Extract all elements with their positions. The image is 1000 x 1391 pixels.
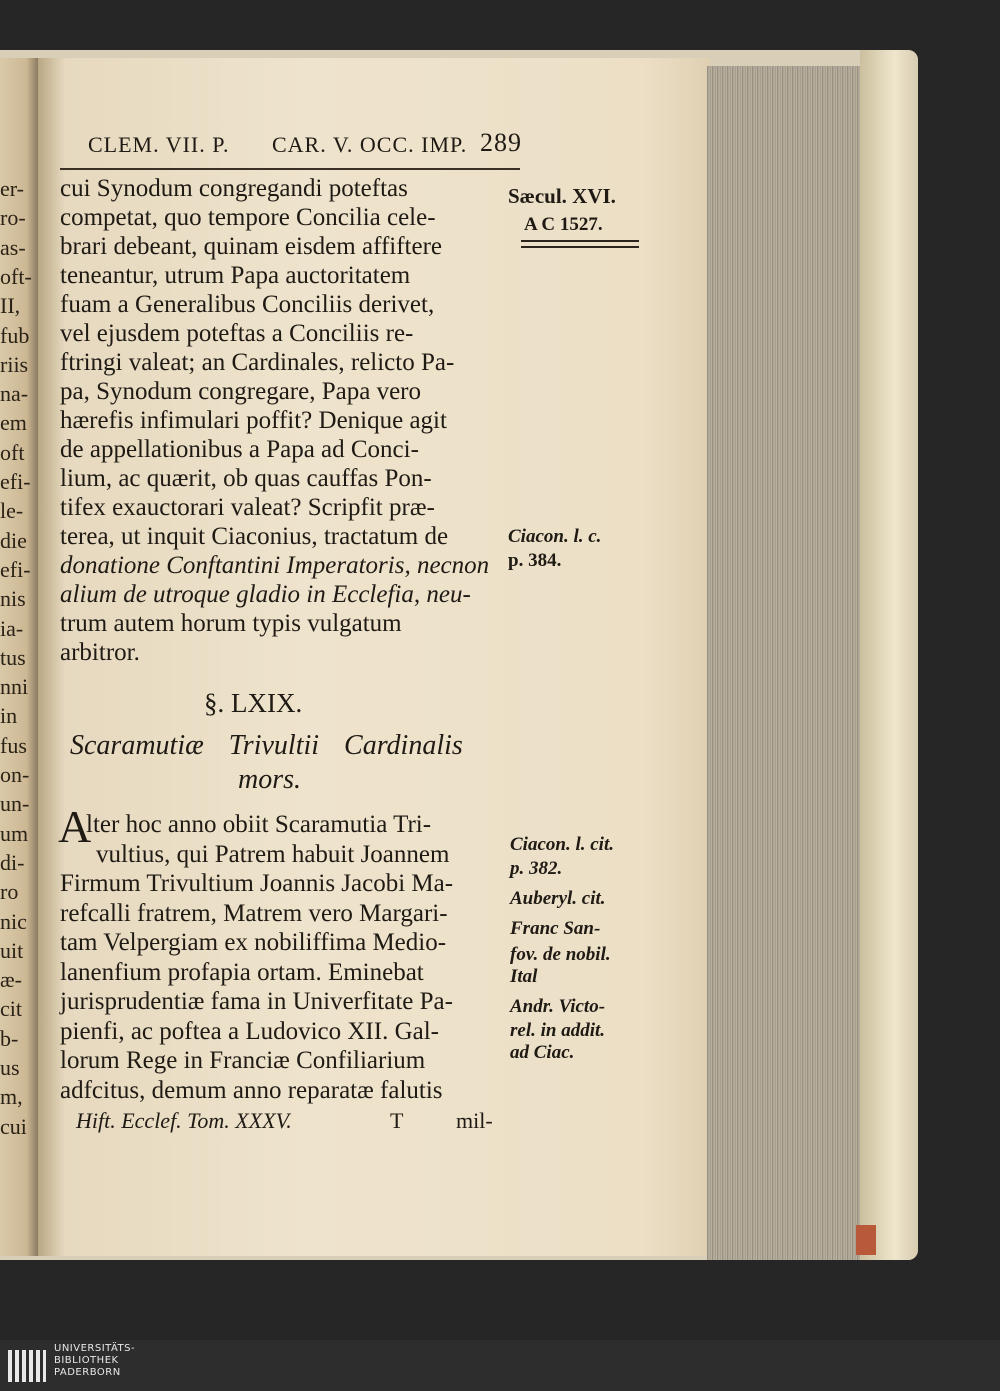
margin-note: Ciacon. l. cit. [510,834,614,855]
left-page-fragment: riis [0,351,29,377]
body-line: refcalli fratrem, Matrem vero Margari- [60,899,448,927]
margin-note: Auberyl. cit. [510,888,606,909]
body-line: jurisprudentiæ fama in Univerfitate Pa- [60,988,453,1015]
left-page-fragment: æ- [0,967,22,993]
left-page-fragment: oft [0,439,25,465]
header-middle: CAR. V. OCC. IMP. [272,132,468,157]
left-page-fragment: na- [0,381,29,407]
body-line: adfcitus, demum anno reparatæ falutis [60,1076,443,1104]
section-title-line-1: Scaramutiæ Trivultii Cardinalis [70,730,463,761]
header-rule [60,168,520,170]
library-logo-bar [0,1340,1000,1391]
body-line: pienfi, ac poftea a Ludovico XII. Gal- [60,1017,440,1045]
cover-edge [860,50,918,1260]
body-line: lanenfium profapia ortam. Eminebat [60,958,424,986]
body-line: fuam a Generalibus Conciliis derivet, [60,291,435,318]
left-page-fragment: II, [0,293,21,319]
left-page-fragment: nni [0,674,29,700]
left-page-fragment: tus [0,644,26,670]
margin-rule-2 [521,246,639,248]
left-page-fragment: di- [0,849,25,875]
left-page-fragment: in [0,703,18,729]
signature-mark: T [390,1108,404,1133]
margin-cite-1b: p. 384. [508,550,562,571]
catchword: mil- [456,1108,493,1133]
body-line: brari debeant, quinam eisdem affiftere [60,233,443,260]
section-number: §. LXIX. [204,688,303,718]
body-line: Firmum Trivultium Joannis Jacobi Ma- [60,870,454,897]
left-page-fragment: em [0,410,27,436]
left-page-edge [0,58,38,1256]
logo-line-1: UNIVERSITÄTS- [54,1343,136,1354]
body-line: trum autem horum typis vulgatum [60,610,402,637]
body-line: vultius, qui Patrem habuit Joannem [96,840,450,868]
page-edges [707,66,867,1260]
header-left: CLEM. VII. P. [88,132,230,157]
left-page-fragment: b- [0,1025,19,1051]
body-line: pa, Synodum congregare, Papa vero [60,378,421,405]
margin-year: A C 1527. [524,214,603,235]
left-page-fragment: m, [0,1084,23,1110]
drop-cap: A [58,801,92,852]
left-page-fragment: fus [0,732,27,758]
body-line: lter hoc anno obiit Scaramutia Tri- [86,811,432,838]
body-line: alium de utroque gladio in Ecclefia, neu- [60,581,471,608]
margin-note: Franc San- [510,918,601,939]
body-line: teneantur, utrum Papa auctoritatem [60,262,411,289]
margin-cite-1a: Ciacon. l. c. [508,526,602,547]
margin-note: rel. in addit. [510,1020,606,1041]
body-line: de appellationibus a Papa ad Conci- [60,436,419,463]
body-line: ftringi valeat; an Cardinales, relicto Pa- [60,349,455,376]
logo-line-2: BIBLIOTHEK [54,1355,119,1366]
margin-note: Ital [510,966,538,987]
left-page-fragment: le- [0,498,24,524]
left-page-fragment: ia- [0,615,24,641]
left-page-fragment: on- [0,762,30,787]
left-page-fragment: us [0,1055,20,1080]
body-line: tam Velpergiam ex nobiliffima Medio- [60,929,447,956]
page-number: 289 [480,128,522,157]
left-page-fragment: ro [0,879,19,905]
logo-line-3: PADERBORN [54,1367,121,1378]
red-edge [856,1225,876,1255]
body-line: cui Synodum congregandi poteftas [60,175,408,202]
left-page-fragment: cui [0,1113,27,1139]
body-line: arbitror. [60,639,140,666]
left-page-fragment: efi- [0,469,31,494]
left-page-fragment: er- [0,176,24,201]
left-page-fragment: un- [0,791,30,817]
left-page-fragment: efi- [0,556,31,582]
margin-note: Andr. Victo- [510,996,606,1017]
left-page-fragment: ro- [0,205,26,231]
left-page-fragment: um [0,820,29,846]
left-page-fragment: nis [0,586,26,612]
margin-rule-1 [521,240,639,242]
body-line: donatione Conftantini Imperatoris, necnon [60,552,490,579]
library-logo-icon [6,1346,48,1386]
body-line: hærefis infimulari poffit? Denique agit [60,407,447,434]
left-page-fragment: as- [0,234,26,260]
body-line: competat, quo tempore Concilia cele- [60,204,436,231]
margin-note: p. 382. [510,858,563,879]
section-title-line-2: mors. [238,764,302,795]
body-line: tifex exauctorari valeat? Scripfit præ- [60,494,435,521]
left-page-fragment: cit [0,996,22,1022]
margin-note: ad Ciac. [510,1042,575,1063]
left-page-fragment: nic [0,908,27,934]
left-page-fragment: fub [0,322,30,348]
margin-saeculum: Sæcul. XVI. [508,184,616,208]
body-line: lium, ac quærit, ob quas cauffas Pon- [60,465,432,492]
left-page-fragment: uit [0,937,24,963]
margin-note: fov. de nobil. [510,944,611,965]
body-line: lorum Rege in Franciæ Confiliarium [60,1047,426,1074]
body-line: vel ejusdem poteftas a Conciliis re- [60,320,414,347]
body-line: terea, ut inquit Ciaconius, tractatum de [60,523,449,550]
footer-left: Hift. Ecclef. Tom. XXXV. [76,1108,292,1133]
left-page-fragment: oft- [0,263,32,289]
left-page-fragment: die [0,527,27,553]
